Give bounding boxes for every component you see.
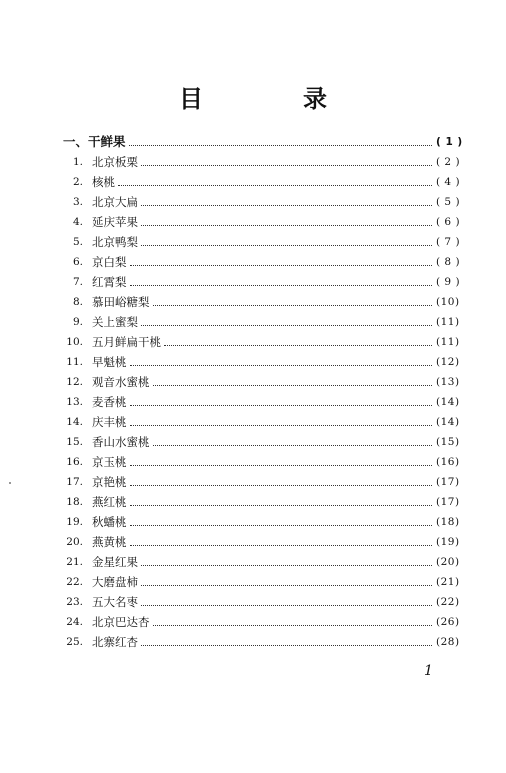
toc-entry[interactable] [0, 272, 506, 292]
entry-number: 22. [66, 576, 83, 588]
entry-name: 北寨红杏 [92, 635, 138, 649]
toc-entry[interactable] [0, 252, 506, 272]
entry-page-number: (19) [436, 536, 460, 548]
entry-name: 慕田峪糖梨 [92, 295, 150, 309]
dot-leader [164, 345, 432, 346]
entry-name: 京白梨 [92, 255, 127, 269]
dot-leader [153, 625, 433, 626]
dot-leader [130, 425, 433, 426]
toc-entry[interactable] [0, 392, 506, 412]
dot-leader [130, 405, 433, 406]
dot-leader [141, 565, 432, 566]
toc-entry[interactable] [0, 412, 506, 432]
entry-name: 北京大扁 [92, 195, 138, 209]
dot-leader [153, 305, 433, 306]
toc-entry[interactable] [0, 532, 506, 552]
entry-page-number: ( 9 ) [436, 276, 461, 288]
entry-number: 15. [66, 436, 83, 448]
entry-number: 20. [66, 536, 83, 548]
entry-name: 延庆苹果 [92, 215, 138, 229]
entry-page-number: (17) [436, 476, 460, 488]
entry-page-number: (18) [436, 516, 460, 528]
entry-page-number: ( 7 ) [436, 236, 461, 248]
toc-entry[interactable] [0, 472, 506, 492]
entry-name: 核桃 [92, 175, 115, 189]
toc-entry[interactable] [0, 332, 506, 352]
entry-page-number: (17) [436, 496, 460, 508]
entry-number: 3. [72, 196, 83, 208]
entry-page-number: (21) [436, 576, 460, 588]
entry-name: 北京板栗 [92, 155, 138, 169]
toc-entry[interactable] [0, 592, 506, 612]
toc-entry[interactable] [0, 312, 506, 332]
entry-number: 4. [72, 216, 83, 228]
toc-entry[interactable] [0, 232, 506, 252]
toc-entry[interactable] [0, 492, 506, 512]
dot-leader [141, 245, 432, 246]
entry-page-number: (16) [436, 456, 460, 468]
entry-name: 秋蟠桃 [92, 515, 127, 529]
section-page-number: ( 1 ) [436, 136, 463, 148]
entry-page-number: (11) [436, 336, 460, 348]
dot-leader [130, 505, 433, 506]
section-name: 干鲜果 [88, 134, 126, 149]
entry-number: 9. [72, 316, 83, 328]
entry-number: 14. [66, 416, 83, 428]
dot-leader [129, 145, 432, 146]
dot-leader [153, 385, 433, 386]
entry-page-number: (14) [436, 416, 460, 428]
dot-leader [141, 585, 432, 586]
scan-speck [9, 482, 11, 484]
toc-entry[interactable] [0, 552, 506, 572]
toc-entry[interactable] [0, 152, 506, 172]
entry-name: 麦香桃 [92, 395, 127, 409]
entry-page-number: ( 6 ) [436, 216, 461, 228]
entry-number: 25. [66, 636, 83, 648]
entry-name: 京艳桃 [92, 475, 127, 489]
dot-leader [130, 465, 433, 466]
entry-name: 红霄梨 [92, 275, 127, 289]
entry-number: 13. [66, 396, 83, 408]
entry-name: 五大名枣 [92, 595, 138, 609]
entry-page-number: (11) [436, 316, 460, 328]
entry-name: 燕黄桃 [92, 535, 127, 549]
entry-name: 金星红果 [92, 555, 138, 569]
entry-page-number: (15) [436, 436, 460, 448]
entry-page-number: (14) [436, 396, 460, 408]
entry-number: 24. [66, 616, 83, 628]
entry-name: 五月鲜扁干桃 [92, 335, 161, 349]
entry-number: 7. [72, 276, 83, 288]
dot-leader [130, 545, 433, 546]
entry-number: 11. [66, 356, 83, 368]
dot-leader [141, 205, 432, 206]
dot-leader [153, 445, 433, 446]
dot-leader [141, 325, 432, 326]
entry-page-number: (22) [436, 596, 460, 608]
page-title: 目 录 [179, 85, 365, 113]
dot-leader [130, 525, 433, 526]
dot-leader [141, 605, 432, 606]
entry-number: 5. [72, 236, 83, 248]
entry-page-number: ( 5 ) [436, 196, 461, 208]
entry-number: 6. [72, 256, 83, 268]
toc-entry[interactable] [0, 172, 506, 192]
entry-number: 21. [66, 556, 83, 568]
entry-name: 观音水蜜桃 [92, 375, 150, 389]
entry-page-number: ( 4 ) [436, 176, 461, 188]
entry-page-number: (10) [436, 296, 460, 308]
entry-name: 香山水蜜桃 [92, 435, 150, 449]
dot-leader [141, 225, 432, 226]
entry-number: 1. [72, 156, 83, 168]
entry-page-number: (26) [436, 616, 460, 628]
entry-name: 关上蜜梨 [92, 315, 138, 329]
entry-page-number: (20) [436, 556, 460, 568]
entry-name: 早魁桃 [92, 355, 127, 369]
toc-entry[interactable] [0, 572, 506, 592]
entry-number: 12. [66, 376, 83, 388]
dot-leader [118, 185, 432, 186]
toc-entry[interactable] [0, 292, 506, 312]
entry-page-number: (13) [436, 376, 460, 388]
toc-entry[interactable] [0, 212, 506, 232]
folio-page-number: 1 [424, 663, 433, 679]
entry-number: 10. [66, 336, 83, 348]
toc-section-row[interactable] [0, 132, 506, 152]
dot-leader [130, 265, 433, 266]
entry-page-number: ( 2 ) [436, 156, 461, 168]
entry-number: 18. [66, 496, 83, 508]
entry-number: 2. [72, 176, 83, 188]
toc-entry[interactable] [0, 352, 506, 372]
section-number: 一、 [63, 134, 89, 149]
dot-leader [141, 645, 432, 646]
toc-entry[interactable] [0, 512, 506, 532]
toc-entry[interactable] [0, 632, 506, 652]
toc-entry[interactable] [0, 432, 506, 452]
dot-leader [130, 285, 433, 286]
entry-number: 16. [66, 456, 83, 468]
dot-leader [141, 165, 432, 166]
entry-name: 庆丰桃 [92, 415, 127, 429]
entry-name: 京玉桃 [92, 455, 127, 469]
entry-name: 北京巴达杏 [92, 615, 150, 629]
entry-number: 23. [66, 596, 83, 608]
toc-entry[interactable] [0, 192, 506, 212]
entry-name: 北京鸭梨 [92, 235, 138, 249]
toc-entry[interactable] [0, 612, 506, 632]
entry-number: 17. [66, 476, 83, 488]
dot-leader [130, 365, 433, 366]
entry-page-number: ( 8 ) [436, 256, 461, 268]
entry-page-number: (12) [436, 356, 460, 368]
entry-number: 8. [72, 296, 83, 308]
entry-name: 大磨盘柿 [92, 575, 138, 589]
toc-entry[interactable] [0, 372, 506, 392]
entry-name: 燕红桃 [92, 495, 127, 509]
entry-number: 19. [66, 516, 83, 528]
dot-leader [130, 485, 433, 486]
toc-entry[interactable] [0, 452, 506, 472]
entry-page-number: (28) [436, 636, 460, 648]
